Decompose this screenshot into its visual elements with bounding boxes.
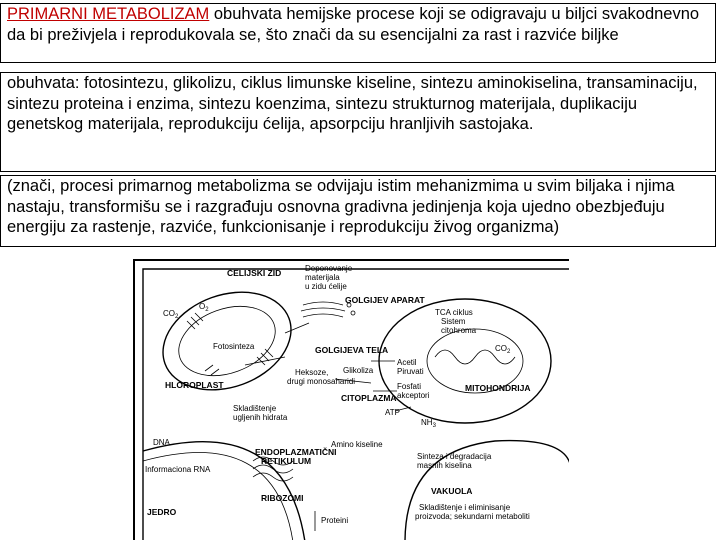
label-glycolysis: Glikoliza	[343, 366, 374, 375]
label-acetyl: Acetil	[397, 358, 417, 367]
label-tca-3: citohroma	[441, 326, 477, 335]
label-nh3: $NH_3$	[421, 418, 436, 429]
label-deposition-2: materijala	[305, 273, 340, 282]
label-co2-left: $CO_2$	[163, 309, 179, 320]
label-vacuole: VAKUOLA	[431, 486, 473, 496]
processes-text: obuhvata: fotosintezu, glikolizu, ciklus limunske kiseline, sintezu aminokiselina, transaminaciju, sintezu proteina i enzima, sintezu koenzima, sintezu strukturnog materijala, duplikaciju genetskog materijala, reprodukciju ćelija, apsorpciju hranljivih sastojaka.	[7, 74, 698, 133]
label-deposition-3: u zidu ćelije	[305, 282, 347, 291]
label-er-1: ENDOPLAZMATIČNI	[255, 447, 337, 457]
label-fatty-acid-synthesis-2: masnih kiselina	[417, 461, 472, 470]
label-ribosomes: RIBOZOMI	[261, 493, 304, 503]
label-dna: DNA	[153, 438, 170, 447]
label-o2: $O_2$	[199, 302, 209, 313]
label-hexoses-2: drugi monosaharidi	[287, 377, 356, 386]
label-atp: ATP	[385, 408, 400, 417]
label-er-2: RETIKULUM	[261, 456, 312, 466]
label-storage-1: Skladištenje	[233, 404, 277, 413]
explanation-note	[0, 175, 716, 247]
label-nucleus: JEDRO	[147, 507, 177, 517]
label-proteins: Proteini	[321, 516, 349, 525]
label-golgi-apparatus: GOLGIJEV APARAT	[345, 295, 425, 305]
label-vacuole-storage-1: Skladištenje i eliminisanje	[419, 503, 511, 512]
label-tca-1: TCA ciklus	[435, 308, 473, 317]
primary-metabolism-definition	[0, 3, 716, 63]
label-photosynthesis: Fotosinteza	[213, 342, 255, 351]
label-messenger-rna: Informaciona RNA	[145, 465, 211, 474]
chloroplast-inner	[169, 294, 285, 388]
label-fatty-acid-synthesis-1: Sinteza i degradacija	[417, 452, 492, 461]
label-pyruvates: Piruvati	[397, 367, 424, 376]
primary-metabolism-term: PRIMARNI METABOLIZAM	[7, 5, 210, 23]
label-golgi-bodies: GOLGIJEVA TELA	[315, 345, 389, 355]
definition-text: obuhvata hemijske procese koji se odigravaju u biljci svakodnevno da bi preživjela i reprodukovala se, što znači da su esencijalni za rast i razviće biljke	[7, 5, 700, 44]
label-phosphates-1: Fosfati	[397, 382, 422, 391]
label-hexoses-1: Heksoze,	[295, 368, 329, 377]
label-deposition-1: Deponovanje	[305, 264, 353, 273]
label-vacuole-storage-2: proizvoda; sekundarni metaboliti	[415, 512, 530, 521]
label-cell-wall: ĆELIJSKI ZID	[227, 268, 282, 278]
label-cytoplasm: CITOPLAZMA	[341, 393, 397, 403]
plant-cell-diagram	[133, 259, 569, 540]
label-tca-2: Sistem	[441, 317, 466, 326]
label-phosphates-2: akceptori	[397, 391, 430, 400]
label-storage-2: ugljenih hidrata	[233, 413, 288, 422]
label-chloroplast: HLOROPLAST	[165, 380, 224, 390]
explanation-text: (znači, procesi primarnog metabolizma se odvijaju istim mehanizmima u svim biljaka i njima nastaju, transformišu se i razgrađuju osnovna gradivna jedinjenja koja ujedno obezbjeđuju energiju za rastenje, razviće, funkcionisanje i reprodukciju živog organizma)	[7, 177, 675, 236]
label-amino-acids: Amino kiseline	[331, 440, 383, 449]
processes-list	[0, 72, 716, 172]
label-co2-right: $CO_2$	[495, 344, 511, 355]
label-mitochondrion: MITOHONDRIJA	[465, 383, 531, 393]
